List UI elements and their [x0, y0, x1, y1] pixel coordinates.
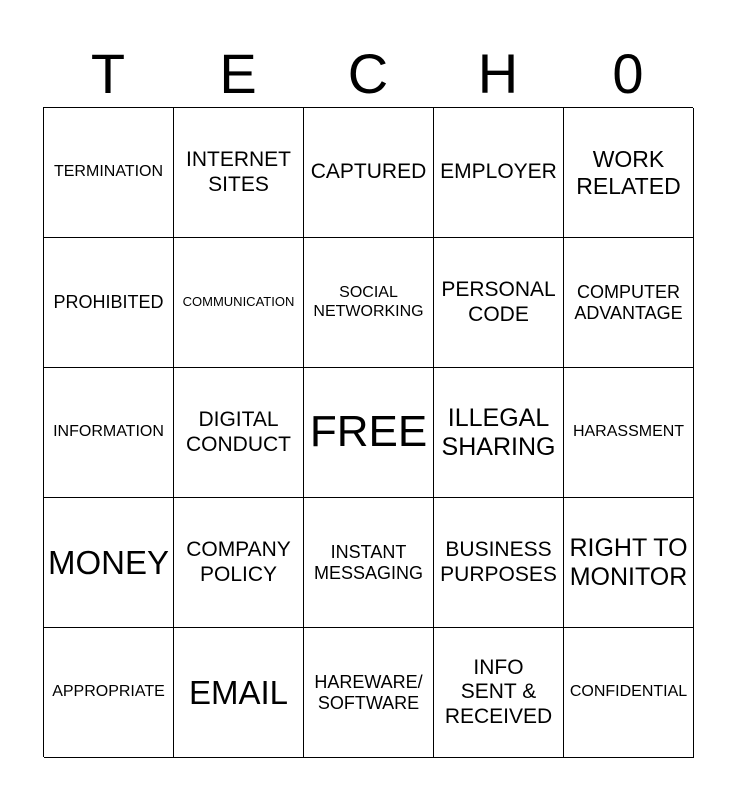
bingo-cell[interactable] — [564, 238, 694, 368]
header-letter-0: 0 — [612, 42, 644, 105]
bingo-cell[interactable] — [304, 628, 434, 758]
cell-label: COMPANY POLICY — [186, 538, 291, 586]
bingo-cell[interactable] — [174, 368, 304, 498]
cell-label: CONFIDENTIAL — [569, 683, 688, 701]
cell-label: PROHIBITED — [53, 292, 164, 313]
cell-label: APPROPRIATE — [52, 683, 165, 701]
cell-label: PERSONAL CODE — [441, 278, 556, 326]
bingo-cell[interactable] — [434, 498, 564, 628]
cell-label: COMPUTER ADVANTAGE — [574, 281, 683, 323]
cell-label: HARASSMENT — [572, 423, 685, 441]
cell-label: TERMINATION — [53, 163, 164, 181]
bingo-cell[interactable] — [44, 238, 174, 368]
cell-label: INFORMATION — [53, 423, 164, 441]
free-space-cell[interactable] — [304, 368, 434, 498]
header-letter-t: T — [90, 42, 126, 105]
bingo-cell[interactable] — [44, 368, 174, 498]
bingo-cell[interactable] — [434, 238, 564, 368]
bingo-cell[interactable] — [564, 498, 694, 628]
header-letter-e: E — [219, 42, 257, 105]
bingo-header — [43, 40, 693, 108]
bingo-cell[interactable] — [304, 238, 434, 368]
bingo-cell[interactable] — [434, 108, 564, 238]
cell-label: BUSINESS PURPOSES — [440, 538, 557, 586]
header-letter-c: C — [347, 42, 389, 105]
cell-label: EMPLOYER — [440, 160, 557, 184]
cell-label: INFO SENT & RECEIVED — [444, 656, 553, 728]
cell-label: DIGITAL CONDUCT — [186, 408, 291, 456]
bingo-cell[interactable] — [564, 108, 694, 238]
bingo-cell[interactable] — [174, 238, 304, 368]
cell-label: ILLEGAL SHARING — [441, 403, 556, 461]
bingo-board — [43, 107, 693, 757]
cell-label: EMAIL — [188, 673, 289, 711]
bingo-cell[interactable] — [174, 628, 304, 758]
cell-label: SOCIAL NETWORKING — [313, 284, 424, 320]
header-letter-h: H — [477, 42, 519, 105]
bingo-cell[interactable] — [44, 628, 174, 758]
bingo-cell[interactable] — [564, 368, 694, 498]
free-space-label: FREE — [309, 407, 428, 457]
cell-label: CAPTURED — [310, 160, 427, 184]
bingo-cell[interactable] — [434, 368, 564, 498]
cell-label: COMMUNICATION — [182, 294, 295, 310]
bingo-cell[interactable] — [434, 628, 564, 758]
cell-label: RIGHT TO MONITOR — [569, 533, 688, 591]
cell-label: INSTANT MESSAGING — [313, 541, 424, 583]
bingo-cell[interactable] — [304, 108, 434, 238]
cell-label: MONEY — [47, 543, 169, 581]
bingo-cell[interactable] — [44, 498, 174, 628]
cell-label: HAREWARE/ SOFTWARE — [314, 671, 423, 713]
bingo-cell[interactable] — [304, 498, 434, 628]
cell-label: INTERNET SITES — [186, 148, 291, 196]
bingo-cell[interactable] — [174, 498, 304, 628]
bingo-cell[interactable] — [44, 108, 174, 238]
cell-label: WORK RELATED — [576, 146, 681, 199]
bingo-cell[interactable] — [174, 108, 304, 238]
bingo-cell[interactable] — [564, 628, 694, 758]
